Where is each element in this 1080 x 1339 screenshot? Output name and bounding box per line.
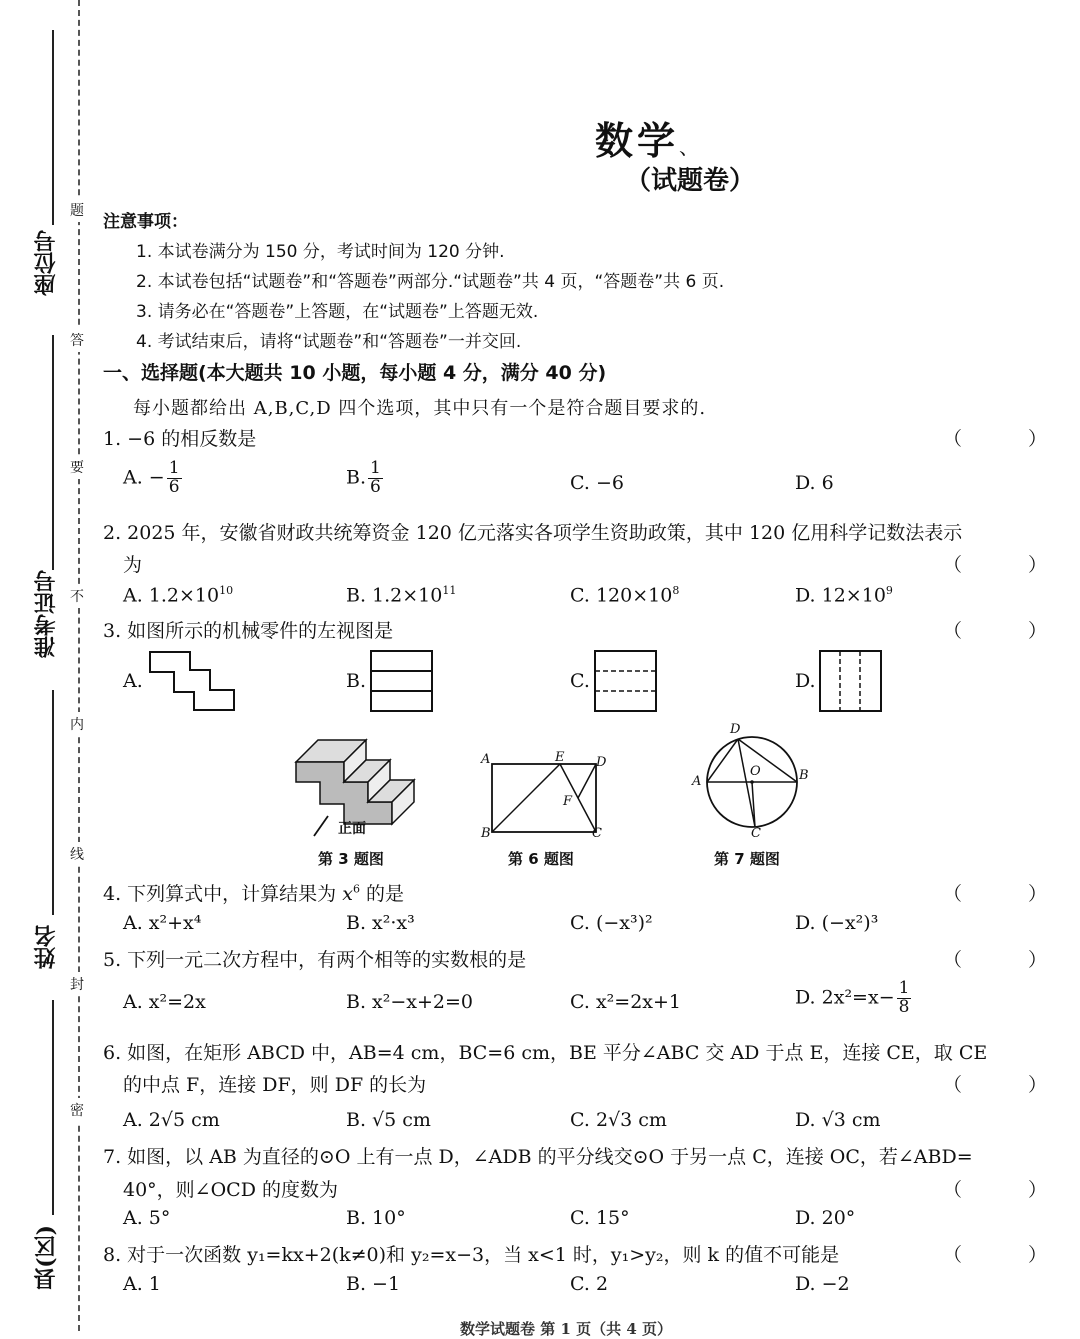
q4-option-a: A. x²+x⁴ [123,912,202,934]
q3-view-d-figure [819,650,883,712]
q6-option-b: B. √5 cm [346,1109,431,1131]
q5-option-a: A. x²=2x [123,991,206,1013]
answer-paren: （ ） [943,1074,1078,1096]
answer-paren: （ ） [943,554,1078,576]
seal-char: 题 [70,198,84,222]
admission-number-label: 准考证号 [33,570,59,658]
seal-char: 密 [70,1098,84,1122]
section-title: 一、选择题(本大题共 10 小题，每小题 4 分，满分 40 分) [103,362,607,384]
question-2-stem-cont: 为 [123,554,143,576]
figure-6-caption: 第 6 题图 [508,850,574,868]
name-line [52,690,54,915]
question-5-stem: 5. 下列一元二次方程中，有两个相等的实数根的是 [103,949,527,971]
answer-paren: （ ） [943,883,1078,905]
notice-item: 4. 考试结束后，请将“试题卷”和“答题卷”一并交回. [136,332,522,352]
notice-item: 3. 请务必在“答题卷”上答题，在“试题卷”上答题无效. [136,302,539,322]
exam-title: 数学、 [595,118,704,163]
seal-char: 答 [70,328,84,352]
question-3-stem: 3. 如图所示的机械零件的左视图是 [103,620,394,642]
seal-char: 封 [70,972,84,996]
admission-number-line [52,335,54,570]
point-label: A [481,752,491,767]
question-7-stem-cont: 40°，则∠OCD 的度数为 [123,1179,338,1201]
county-label: 县(区) [33,1225,59,1290]
q2-option-b: B. $1.2\times 10^{11}$ [346,584,457,607]
q7-option-a: A. 5° [123,1207,171,1229]
answer-paren: （ ） [943,1179,1078,1201]
q8-option-a: A. 1 [123,1273,161,1295]
q3-view-c-figure [594,650,658,712]
q8-option-d: D. −2 [795,1273,850,1295]
q1-option-a: A. − $\frac{1}{6}$ [123,458,180,497]
seat-number-label: 座位号 [33,230,59,296]
q3-option-b: B. [346,670,367,692]
question-7-stem: 7. 如图，以 AB 为直径的⊙O 上有一点 D，∠ADB 的平分线交⊙O 于另一点 C，连接 OC，若∠ABD= [103,1146,973,1168]
q7-option-c: C. 15° [570,1207,630,1229]
q8-option-b: B. −1 [346,1273,401,1295]
seat-number-line [52,30,54,225]
question-2-stem: 2. 2025 年，安徽省财政共统筹资金 120 亿元落实各项学生资助政策，其中 120 亿用科学记数法表示 [103,522,963,544]
point-label: D [730,722,741,737]
q7-circle-figure [705,735,799,829]
q6-option-a: A. 2√5 cm [123,1109,220,1131]
question-1-stem: 1. −6 的相反数是 [103,428,257,450]
q8-option-c: C. 2 [570,1273,609,1295]
q5-option-b: B. x²−x+2=0 [346,991,474,1013]
q4-option-c: C. (−x³)² [570,912,653,934]
q3-view-b-figure [370,650,434,712]
q5-option-d: D. 2x²=x− $\frac{1}{8}$ [795,978,910,1017]
question-4-stem: 4. 下列算式中，计算结果为 $x^6$ 的是 [103,882,404,905]
q2-option-c: C. $120\times 10^8$ [570,584,680,607]
q3-view-a-figure [148,650,238,712]
point-label: D [596,755,607,770]
q3-option-a: A. [123,670,143,692]
seal-char: 线 [70,842,84,866]
section-description: 每小题都给出 A,B,C,D 四个选项，其中只有一个是符合题目要求的. [133,398,707,419]
notice-item: 2. 本试卷包括“试题卷”和“答题卷”两部分.“试题卷”共 4 页，“答题卷”共 6 页. [136,272,725,292]
q2-option-d: D. $12\times 10^9$ [795,584,893,607]
answer-paren: （ ） [943,1244,1078,1266]
point-label: A [692,774,702,789]
point-label: F [563,794,573,809]
county-line [52,1000,54,1215]
answer-paren: （ ） [943,620,1078,642]
q2-option-a: A. $1.2\times 10^{10}$ [123,584,234,607]
point-label: C [592,826,602,841]
q6-rectangle-figure [490,762,600,834]
q6-option-c: C. 2√3 cm [570,1109,667,1131]
notice-item: 1. 本试卷满分为 150 分，考试时间为 120 分钟. [136,242,505,262]
seal-char: 要 [70,455,84,479]
q6-option-d: D. √3 cm [795,1109,881,1131]
point-label: B [481,826,491,841]
point-label: O [750,764,761,779]
seal-char: 不 [70,584,84,608]
point-label: B [799,768,809,783]
q7-option-d: D. 20° [795,1207,856,1229]
question-8-stem: 8. 对于一次函数 y₁=kx+2(k≠0)和 y₂=x−3，当 x<1 时，y₁>y₂，则 k 的值不可能是 [103,1244,840,1266]
exam-subtitle: （试题卷） [625,166,756,196]
q4-option-b: B. x²·x³ [346,912,415,934]
q1-option-b: B. $\frac{1}{6}$ [346,458,381,497]
question-6-stem-cont: 的中点 F，连接 DF，则 DF 的长为 [123,1074,427,1096]
q1-option-d: D. 6 [795,472,834,494]
figure-3-caption: 第 3 题图 [318,850,384,868]
answer-paren: （ ） [943,428,1078,450]
question-6-stem: 6. 如图，在矩形 ABCD 中，AB=4 cm，BC=6 cm，BE 平分∠ABC 交 AD 于点 E，连接 CE，取 CE [103,1042,988,1064]
q1-option-c: C. −6 [570,472,624,494]
point-label: E [555,750,565,765]
figure-7-caption: 第 7 题图 [714,850,780,868]
seal-char: 内 [70,712,84,736]
front-label: 正面 [338,821,366,837]
q4-option-d: D. (−x²)³ [795,912,879,934]
q5-option-c: C. x²=2x+1 [570,991,682,1013]
page-footer: 数学试题卷 第 1 页（共 4 页） [460,1320,672,1338]
q3-option-c: C. [570,670,590,692]
name-label: 姓名 [33,925,59,969]
q3-option-d: D. [795,670,816,692]
point-label: C [751,826,761,841]
notice-title: 注意事项： [103,212,188,232]
answer-paren: （ ） [943,949,1078,971]
q7-option-b: B. 10° [346,1207,406,1229]
